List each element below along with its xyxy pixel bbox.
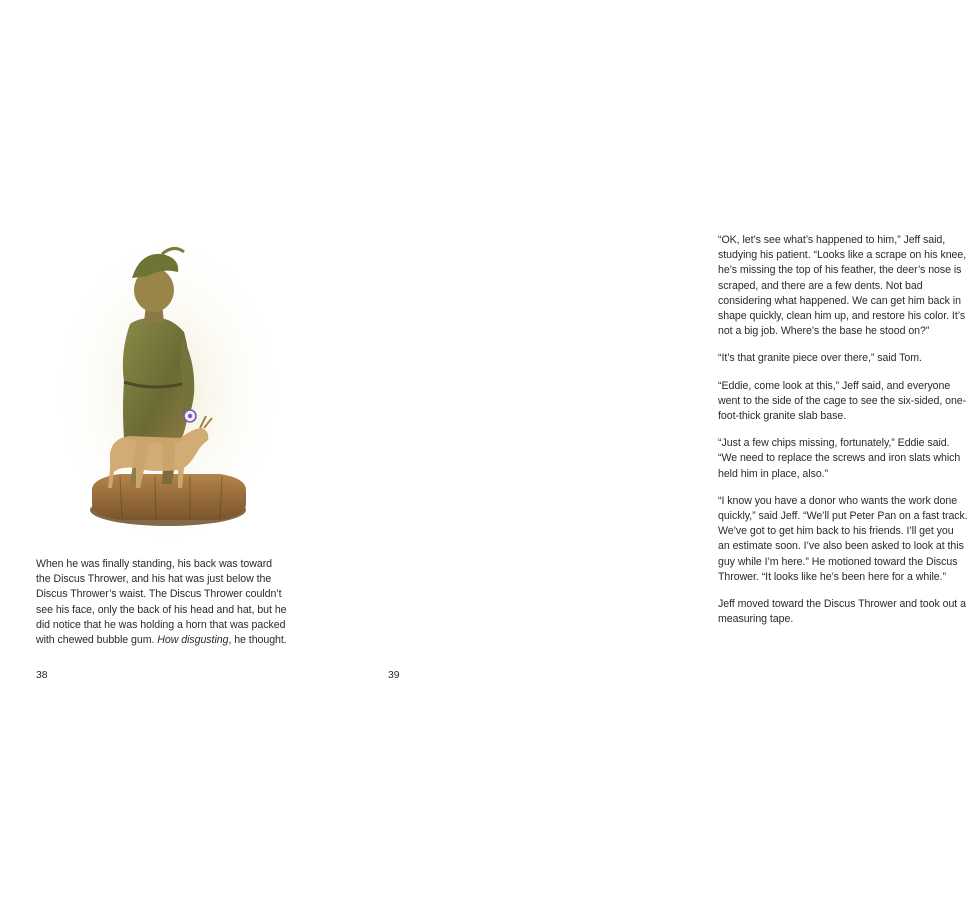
right-paragraph-3: “Eddie, come look at this,” Jeff said, and everyone went to the side of the cage to see the six-sided, one-foot-thick granite slab base.: [718, 379, 967, 423]
page-number-left: 38: [36, 670, 48, 681]
right-page: [330, 0, 968, 904]
right-paragraph-6: Jeff moved toward the Discus Thrower and took out a measuring tape.: [718, 598, 966, 626]
left-paragraph: [36, 557, 288, 648]
statue-illustration-svg: [50, 232, 280, 550]
right-paragraph-2: “It’s that granite piece over there,” said Tom.: [718, 352, 922, 365]
left-paragraph-part1: When he was finally standing, his back was toward the Discus Thrower, and his hat was just below the Discus Thrower’s waist. The Discus Thrower couldn’t see his face, only the back of his head and hat, but he did notice that he was holding a horn that was packed with chewed bubble gum.: [36, 558, 287, 647]
left-page-text: [36, 557, 288, 648]
right-page-text: [718, 233, 968, 639]
right-paragraph-1: “OK, let’s see what’s happened to him,” Jeff said, studying his patient. “Looks like a scrape on his knee, he’s missing the top of his feather, the deer’s nose is scraped, and there are a few dents. Not bad considering what happened. We can get him back in shape quickly, clean him up, and restore his color. It’s not a big job. Where’s the base he stood on?”: [718, 234, 967, 338]
left-page: [0, 0, 330, 904]
statue-illustration: [50, 232, 280, 550]
left-paragraph-part2: , he thought.: [228, 634, 287, 647]
statue-coat: [123, 318, 189, 444]
page-number-right: 39: [388, 670, 400, 681]
right-paragraph-5: “I know you have a donor who wants the work done quickly,” said Jeff. “We’ll put Peter Pan on a fast track. We’ve got to get him back to his friends. I’ll get you an estimate soon. I’ve also been asked to look at this guy while I’m here.” He motioned toward the Discus Thrower. “It looks like he’s been here for a while.”: [718, 494, 968, 583]
left-paragraph-emphasis: How disgusting: [157, 634, 229, 647]
right-paragraph-4: “Just a few chips missing, fortunately,” Eddie said. “We need to replace the screws and iron slats which held him in place, also.”: [718, 437, 961, 480]
